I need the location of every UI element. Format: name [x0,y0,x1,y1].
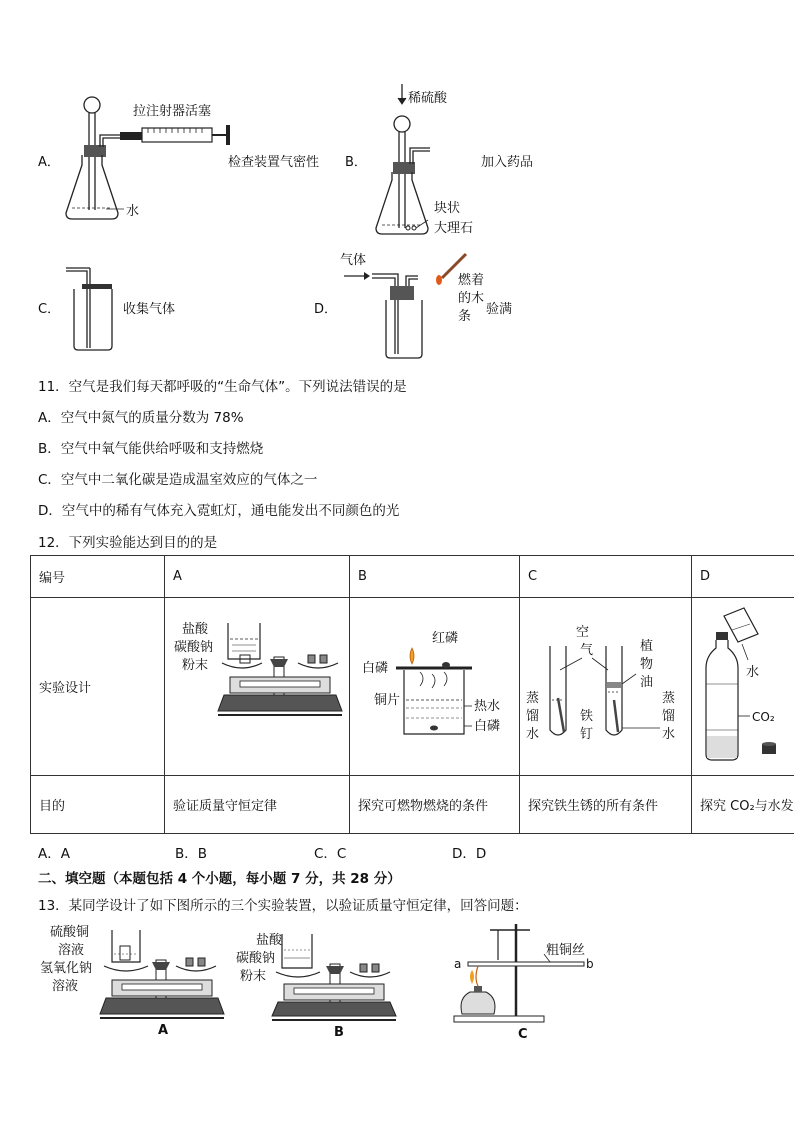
svg-text:b: b [586,957,594,971]
option-d-letter: D． [314,302,338,317]
svg-text:溶液: 溶液 [58,943,85,958]
svg-text:空: 空 [576,625,590,640]
svg-text:蒸: 蒸 [662,691,676,706]
option-c-caption: 收集气体 [123,302,176,317]
water-label: 水 [126,204,140,219]
svg-text:碳酸钠: 碳酸钠 [236,951,276,966]
svg-text:物: 物 [640,657,654,672]
svg-text:水: 水 [746,665,760,680]
svg-text:盐酸: 盐酸 [256,933,283,948]
q12-answer-a: A．A [38,846,70,862]
option-d-caption: 验满 [486,302,513,317]
q11-stem: 11．空气是我们每天都呼吸的“生命气体”。下列说法错误的是 [38,379,407,395]
balance-diagram-a [170,615,340,735]
table-header-row [31,556,794,598]
option-c-letter: C． [38,302,61,317]
flask-acid-diagram [370,80,490,240]
stone-label-1: 块状 [434,201,461,216]
header-cell: A [165,556,350,598]
option-b-letter: B． [345,155,367,170]
svg-text:植: 植 [640,639,654,654]
gas-bottle-diagram [60,262,120,352]
q12-stem: 12．下列实验能达到目的的是 [38,535,218,551]
flask-syringe-diagram [60,95,240,230]
svg-text:水: 水 [526,727,540,742]
svg-text:硫酸铜: 硫酸铜 [50,925,90,940]
goal-cell: 验证质量守恒定律 [165,776,350,834]
svg-text:白磷: 白磷 [474,719,501,734]
header-cell: 编号 [31,556,165,598]
option-a-caption: 检查装置气密性 [228,155,320,170]
svg-text:蒸: 蒸 [526,691,540,706]
svg-text:A: A [158,1023,169,1038]
combustion-diagram-b [360,628,510,740]
goal-cell: 探究 CO₂与水发 [692,776,794,834]
svg-text:铁: 铁 [580,709,594,724]
q11-option-d: D．空气中的稀有气体充入霓虹灯，通电能发出不同颜色的光 [38,503,400,519]
goal-cell: 探究可燃物燃烧的条件 [350,776,520,834]
q13-figure-c [450,918,600,1040]
svg-text:油: 油 [640,675,654,690]
section-title: 二、填空题（本题包括 4 个小题，每小题 7 分，共 28 分） [38,871,401,887]
gas-label: 气体 [340,253,367,268]
svg-text:铜片: 铜片 [374,693,401,708]
stone-label-2: 大理石 [434,221,474,236]
svg-text:粗铜丝: 粗铜丝 [546,943,586,958]
option-a-letter: A． [38,155,60,170]
header-cell: C [520,556,692,598]
svg-text:钉: 钉 [580,727,594,742]
row-label: 实验设计 [31,598,165,776]
rust-diagram-c [522,620,682,748]
q13-figure-a [40,922,220,1040]
gas-check-diagram [338,250,458,360]
svg-text:溶液: 溶液 [52,979,79,994]
svg-text:馏: 馏 [526,709,540,724]
svg-text:水: 水 [662,727,676,742]
goal-cell: 探究铁生锈的所有条件 [520,776,692,834]
q11-option-b: B．空气中氧气能供给呼吸和支持燃烧 [38,441,264,457]
burning-stick-label: 燃着 的木 条 [458,273,485,324]
svg-text:馏: 馏 [662,709,676,724]
svg-text:粉末: 粉末 [240,969,267,984]
svg-text:C: C [518,1027,528,1042]
syringe-label: 拉注射器活塞 [133,104,212,119]
q12-answer-b: B．B [175,846,208,862]
option-b-caption: 加入药品 [481,155,534,170]
row-label: 目的 [31,776,165,834]
acid-label: 稀硫酸 [408,91,448,106]
header-cell: B [350,556,520,598]
q12-answer-c: C．C [314,846,347,862]
co2-bottle-diagram-d [700,604,794,764]
q13-figure-b [236,928,396,1040]
svg-text:B: B [334,1025,344,1040]
header-cell: D [692,556,794,598]
svg-text:氢氧化钠: 氢氧化钠 [40,961,93,976]
svg-text:热水: 热水 [474,699,501,714]
svg-text:a: a [454,957,462,971]
svg-text:气: 气 [580,643,594,658]
svg-text:CO₂: CO₂ [752,710,775,724]
q11-option-a: A．空气中氮气的质量分数为 78% [38,410,244,426]
svg-text:白磷: 白磷 [362,661,389,676]
svg-text:盐酸: 盐酸 [182,622,209,637]
q12-answer-d: D．D [452,846,487,862]
svg-text:红磷: 红磷 [432,631,459,646]
svg-text:碳酸钠: 碳酸钠 [174,640,214,655]
q11-option-c: C．空气中二氧化碳是造成温室效应的气体之一 [38,472,318,488]
q13-stem: 13．某同学设计了如下图所示的三个实验装置，以验证质量守恒定律，回答问题： [38,898,528,914]
table-row-goal [31,776,794,834]
svg-text:粉末: 粉末 [182,658,209,673]
